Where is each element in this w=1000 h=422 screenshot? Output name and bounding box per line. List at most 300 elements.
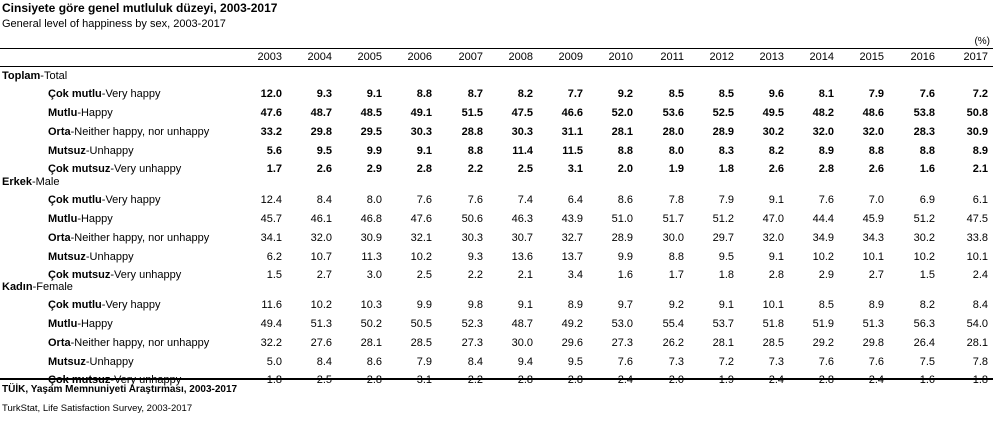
table-cell: 27.6 — [310, 337, 332, 349]
row-label-tr: Mutsuz — [48, 356, 86, 368]
table-cell: 2.9 — [366, 163, 382, 175]
table-cell: 9.8 — [467, 299, 483, 311]
table-cell: 34.1 — [260, 232, 282, 244]
table-cell: 2.6 — [316, 163, 332, 175]
group-label-tr: Toplam — [2, 70, 41, 82]
table-cell: 1.7 — [266, 163, 282, 175]
table-cell: 32.0 — [310, 232, 332, 244]
year-header: 2006 — [407, 51, 432, 63]
header-rule — [0, 66, 993, 67]
group-label-tr: Erkek — [2, 176, 32, 188]
table-cell: 11.3 — [361, 251, 382, 263]
table-cell: 7.8 — [668, 194, 684, 206]
year-header: 2014 — [809, 51, 834, 63]
table-cell: 11.4 — [512, 145, 533, 157]
table-cell: 7.6 — [467, 194, 483, 206]
table-cell: 2.2 — [467, 269, 483, 281]
row-label-en: -Happy — [77, 318, 113, 330]
table-cell: 7.9 — [868, 88, 884, 100]
table-cell: 8.6 — [366, 356, 382, 368]
table-cell: 1.5 — [919, 269, 935, 281]
table-cell: 50.8 — [966, 107, 988, 119]
table-cell: 7.2 — [972, 88, 988, 100]
group-label-en: -Female — [32, 281, 73, 293]
table-cell: 9.1 — [366, 88, 382, 100]
table-cell: 1.7 — [668, 269, 684, 281]
table-cell: 10.2 — [310, 299, 332, 311]
table-cell: 51.0 — [611, 213, 633, 225]
table-cell: 27.3 — [611, 337, 633, 349]
table-cell: 8.4 — [972, 299, 988, 311]
table-cell: 9.2 — [668, 299, 684, 311]
row-label-tr: Çok mutsuz — [48, 374, 111, 386]
table-cell: 7.3 — [768, 356, 784, 368]
table-cell: 29.8 — [310, 126, 332, 138]
row-label — [48, 269, 181, 281]
row-label-en: -Unhappy — [85, 251, 134, 263]
table-cell: 51.3 — [862, 318, 884, 330]
table-cell: 45.9 — [862, 213, 884, 225]
table-cell: 12.0 — [260, 88, 282, 100]
group-label-tr: Kadın — [2, 281, 33, 293]
source-en: TurkStat, Life Satisfaction Survey, 2003-2017 — [2, 403, 193, 414]
table-cell: 51.3 — [310, 318, 332, 330]
table-cell: 10.1 — [862, 251, 884, 263]
table-cell: 1.6 — [919, 163, 935, 175]
row-label-en: -Very happy — [101, 88, 161, 100]
year-header: 2007 — [458, 51, 483, 63]
table-cell: 8.9 — [567, 299, 583, 311]
table-cell: 30.3 — [410, 126, 432, 138]
table-cell: 2.2 — [467, 374, 483, 386]
table-cell: 2.4 — [768, 374, 784, 386]
table-cell: 7.8 — [972, 356, 988, 368]
unit-label: (%) — [974, 36, 990, 47]
table-cell: 2.9 — [818, 269, 834, 281]
row-label-en: -Unhappy — [85, 356, 134, 368]
table-cell: 29.8 — [862, 337, 884, 349]
row-label — [48, 356, 134, 368]
table-cell: 30.9 — [360, 232, 382, 244]
bottom-rule — [0, 378, 993, 380]
table-cell: 9.7 — [617, 299, 633, 311]
table-cell: 30.7 — [511, 232, 533, 244]
row-label-en: -Happy — [77, 107, 113, 119]
table-cell: 7.5 — [919, 356, 935, 368]
table-cell: 2.5 — [416, 269, 432, 281]
row-label-en: -Unhappy — [85, 145, 134, 157]
row-label — [48, 213, 113, 225]
table-cell: 8.9 — [868, 299, 884, 311]
table-cell: 1.9 — [668, 163, 684, 175]
table-cell: 8.7 — [467, 88, 483, 100]
table-cell: 46.6 — [561, 107, 583, 119]
table-cell: 10.2 — [913, 251, 935, 263]
table-cell: 8.5 — [718, 88, 734, 100]
table-cell: 32.0 — [812, 126, 834, 138]
table-cell: 10.2 — [410, 251, 432, 263]
row-label-tr: Mutsuz — [48, 251, 86, 263]
table-cell: 26.4 — [913, 337, 935, 349]
table-cell: 6.4 — [567, 194, 583, 206]
row-label-tr: Çok mutlu — [48, 299, 102, 311]
year-header: 2012 — [709, 51, 734, 63]
table-cell: 2.4 — [972, 269, 988, 281]
table-cell: 10.1 — [966, 251, 988, 263]
year-header: 2013 — [759, 51, 784, 63]
table-cell: 28.1 — [360, 337, 382, 349]
table-cell: 52.3 — [461, 318, 483, 330]
table-cell: 9.4 — [517, 356, 533, 368]
table-cell: 2.8 — [768, 269, 784, 281]
table-cell: 28.5 — [410, 337, 432, 349]
table-cell: 9.5 — [316, 145, 332, 157]
table-cell: 8.2 — [517, 88, 533, 100]
table-cell: 30.2 — [913, 232, 935, 244]
table-cell: 32.7 — [561, 232, 583, 244]
table-cell: 9.6 — [768, 88, 784, 100]
table-cell: 2.2 — [467, 163, 483, 175]
row-label-tr: Mutsuz — [48, 145, 86, 157]
table-cell: 2.8 — [366, 374, 382, 386]
table-cell: 30.2 — [762, 126, 784, 138]
table-cell: 8.9 — [972, 145, 988, 157]
table-cell: 48.2 — [812, 107, 834, 119]
table-cell: 51.8 — [762, 318, 784, 330]
table-cell: 32.2 — [260, 337, 282, 349]
table-cell: 5.0 — [266, 356, 282, 368]
table-cell: 12.4 — [260, 194, 282, 206]
row-label — [48, 163, 181, 175]
table-cell: 7.6 — [617, 356, 633, 368]
table-cell: 13.6 — [511, 251, 533, 263]
table-cell: 31.1 — [561, 126, 583, 138]
row-label-tr: Mutlu — [48, 213, 78, 225]
table-cell: 2.5 — [316, 374, 332, 386]
table-cell: 7.4 — [517, 194, 533, 206]
table-cell: 7.9 — [718, 194, 734, 206]
table-cell: 3.1 — [567, 163, 583, 175]
table-cell: 29.7 — [712, 232, 734, 244]
table-cell: 55.4 — [662, 318, 684, 330]
table-cell: 48.7 — [310, 107, 332, 119]
table-cell: 8.4 — [467, 356, 483, 368]
row-label-en: -Very unhappy — [110, 374, 182, 386]
table-cell: 7.6 — [818, 356, 834, 368]
table-cell: 2.8 — [416, 163, 432, 175]
group-label-en: -Male — [31, 176, 60, 188]
table-cell: 46.1 — [310, 213, 332, 225]
table-cell: 9.1 — [718, 299, 734, 311]
table-cell: 7.6 — [818, 194, 834, 206]
table-cell: 7.6 — [919, 88, 935, 100]
row-label-tr: Çok mutlu — [48, 194, 102, 206]
table-cell: 2.7 — [868, 269, 884, 281]
table-cell: 1.8 — [266, 374, 282, 386]
table-cell: 28.9 — [712, 126, 734, 138]
table-cell: 9.5 — [718, 251, 734, 263]
table-cell: 33.2 — [260, 126, 282, 138]
row-label — [48, 107, 113, 119]
year-header: 2016 — [910, 51, 935, 63]
table-cell: 2.4 — [868, 374, 884, 386]
table-cell: 45.7 — [260, 213, 282, 225]
table-cell: 44.4 — [812, 213, 834, 225]
table-cell: 7.3 — [668, 356, 684, 368]
table-cell: 28.5 — [762, 337, 784, 349]
table-cell: 8.8 — [467, 145, 483, 157]
table-cell: 33.8 — [966, 232, 988, 244]
table-cell: 3.1 — [416, 374, 432, 386]
row-label-tr: Orta — [48, 337, 71, 349]
table-cell: 9.9 — [366, 145, 382, 157]
table-cell: 2.1 — [517, 269, 533, 281]
table-cell: 3.0 — [366, 269, 382, 281]
table-cell: 1.6 — [617, 269, 633, 281]
year-header: 2004 — [307, 51, 332, 63]
table-cell: 9.2 — [617, 88, 633, 100]
table-cell: 1.8 — [718, 163, 734, 175]
table-cell: 32.0 — [862, 126, 884, 138]
table-cell: 11.6 — [261, 299, 282, 311]
year-header: 2008 — [508, 51, 533, 63]
table-cell: 43.9 — [561, 213, 583, 225]
table-cell: 32.0 — [762, 232, 784, 244]
row-label-en: -Very happy — [101, 194, 161, 206]
year-header: 2010 — [608, 51, 633, 63]
table-cell: 52.0 — [611, 107, 633, 119]
table-cell: 2.8 — [818, 163, 834, 175]
table-cell: 8.4 — [316, 356, 332, 368]
table-cell: 7.6 — [416, 194, 432, 206]
table-cell: 8.1 — [818, 88, 834, 100]
table-cell: 49.1 — [410, 107, 432, 119]
table-cell: 34.3 — [862, 232, 884, 244]
table-cell: 9.9 — [617, 251, 633, 263]
table-cell: 26.2 — [662, 337, 684, 349]
table-cell: 6.9 — [919, 194, 935, 206]
table-cell: 29.2 — [812, 337, 834, 349]
row-label-en: -Neither happy, nor unhappy — [70, 232, 210, 244]
table-cell: 2.7 — [316, 269, 332, 281]
table-cell: 8.3 — [718, 145, 734, 157]
table-cell: 9.1 — [517, 299, 533, 311]
table-cell: 8.5 — [818, 299, 834, 311]
table-cell: 2.1 — [972, 163, 988, 175]
year-header: 2003 — [257, 51, 282, 63]
table-cell: 1.8 — [718, 269, 734, 281]
table-cell: 1.9 — [718, 374, 734, 386]
table-cell: 49.4 — [260, 318, 282, 330]
row-label-en: -Happy — [77, 213, 113, 225]
row-label — [48, 251, 134, 263]
table-cell: 50.2 — [360, 318, 382, 330]
table-cell: 5.6 — [266, 145, 282, 157]
table-cell: 53.8 — [913, 107, 935, 119]
table-cell: 8.8 — [919, 145, 935, 157]
table-cell: 28.1 — [966, 337, 988, 349]
table-cell: 13.7 — [561, 251, 583, 263]
table-cell: 1.8 — [972, 374, 988, 386]
row-label-en: -Neither happy, nor unhappy — [70, 337, 210, 349]
table-cell: 54.0 — [966, 318, 988, 330]
year-header: 2017 — [963, 51, 988, 63]
table-cell: 8.0 — [366, 194, 382, 206]
table-cell: 8.2 — [768, 145, 784, 157]
year-header: 2011 — [660, 51, 684, 63]
table-cell: 28.3 — [913, 126, 935, 138]
top-rule — [0, 48, 993, 49]
table-cell: 2.8 — [818, 374, 834, 386]
table-cell: 47.5 — [966, 213, 988, 225]
table-cell: 8.9 — [818, 145, 834, 157]
table-cell: 2.5 — [517, 163, 533, 175]
table-cell: 8.8 — [617, 145, 633, 157]
table-cell: 47.6 — [260, 107, 282, 119]
row-label-en: -Very unhappy — [110, 269, 182, 281]
table-title: Cinsiyete göre genel mutluluk düzeyi, 2003-2017 — [2, 1, 278, 15]
group-label — [2, 70, 67, 82]
table-cell: 10.1 — [762, 299, 784, 311]
table-cell: 30.9 — [966, 126, 988, 138]
table-cell: 8.8 — [868, 145, 884, 157]
row-label — [48, 194, 160, 206]
table-cell: 2.8 — [567, 374, 583, 386]
table-cell: 10.7 — [310, 251, 332, 263]
table-cell: 1.6 — [919, 374, 935, 386]
table-cell: 47.5 — [511, 107, 533, 119]
table-cell: 30.0 — [662, 232, 684, 244]
table-cell: 32.1 — [410, 232, 432, 244]
table-cell: 47.0 — [762, 213, 784, 225]
table-cell: 8.4 — [316, 194, 332, 206]
table-cell: 6.2 — [266, 251, 282, 263]
table-cell: 8.0 — [668, 145, 684, 157]
table-cell: 9.1 — [768, 194, 784, 206]
row-label — [48, 318, 113, 330]
table-cell: 8.8 — [668, 251, 684, 263]
table-cell: 6.1 — [972, 194, 988, 206]
table-cell: 9.9 — [416, 299, 432, 311]
year-header: 2015 — [859, 51, 884, 63]
table-cell: 28.1 — [611, 126, 633, 138]
table-cell: 50.5 — [410, 318, 432, 330]
row-label-tr: Çok mutsuz — [48, 163, 111, 175]
table-cell: 27.3 — [461, 337, 483, 349]
table-cell: 53.7 — [712, 318, 734, 330]
table-cell: 48.7 — [511, 318, 533, 330]
row-label — [48, 337, 209, 349]
table-cell: 48.6 — [862, 107, 884, 119]
source-tr: TÜİK, Yaşam Memnuniyeti Araştırması, 2003-2017 — [2, 384, 238, 395]
table-cell: 2.0 — [617, 163, 633, 175]
table-cell: 7.7 — [567, 88, 583, 100]
table-cell: 9.5 — [567, 356, 583, 368]
table-cell: 28.9 — [611, 232, 633, 244]
table-cell: 53.0 — [611, 318, 633, 330]
row-label — [48, 126, 209, 138]
table-cell: 30.3 — [511, 126, 533, 138]
table-cell: 51.2 — [712, 213, 734, 225]
table-cell: 29.5 — [360, 126, 382, 138]
table-cell: 3.4 — [567, 269, 583, 281]
table-cell: 51.7 — [662, 213, 684, 225]
row-label-tr: Çok mutlu — [48, 88, 102, 100]
table-cell: 9.1 — [416, 145, 432, 157]
table-cell: 9.3 — [467, 251, 483, 263]
table-cell: 51.9 — [812, 318, 834, 330]
row-label-tr: Çok mutsuz — [48, 269, 111, 281]
table-cell: 46.3 — [511, 213, 533, 225]
row-label-en: -Very unhappy — [110, 163, 182, 175]
table-cell: 2.6 — [768, 163, 784, 175]
table-cell: 9.1 — [768, 251, 784, 263]
table-cell: 28.0 — [662, 126, 684, 138]
table-cell: 10.2 — [812, 251, 834, 263]
table-cell: 34.9 — [812, 232, 834, 244]
row-label-tr: Orta — [48, 126, 71, 138]
table-cell: 49.2 — [561, 318, 583, 330]
table-cell: 8.5 — [668, 88, 684, 100]
group-label — [2, 176, 60, 188]
table-cell: 7.0 — [868, 194, 884, 206]
row-label — [48, 232, 209, 244]
table-cell: 2.4 — [617, 374, 633, 386]
table-cell: 50.6 — [461, 213, 483, 225]
group-label-en: -Total — [40, 70, 68, 82]
group-label — [2, 281, 73, 293]
table-cell: 47.6 — [410, 213, 432, 225]
table-subtitle: General level of happiness by sex, 2003-2017 — [2, 18, 226, 30]
table-cell: 51.2 — [913, 213, 935, 225]
table-cell: 52.5 — [712, 107, 734, 119]
row-label-tr: Mutlu — [48, 318, 78, 330]
table-cell: 2.8 — [517, 374, 533, 386]
table-cell: 56.3 — [913, 318, 935, 330]
row-label — [48, 299, 160, 311]
table-cell: 53.6 — [662, 107, 684, 119]
table-cell: 48.5 — [360, 107, 382, 119]
row-label — [48, 88, 160, 100]
table-cell: 10.3 — [360, 299, 382, 311]
table-cell: 28.1 — [712, 337, 734, 349]
table-cell: 8.6 — [617, 194, 633, 206]
row-label-en: -Very happy — [101, 299, 161, 311]
table-cell: 29.6 — [561, 337, 583, 349]
table-cell: 51.5 — [461, 107, 483, 119]
table-cell: 9.3 — [316, 88, 332, 100]
row-label-en: -Neither happy, nor unhappy — [70, 126, 210, 138]
table-cell: 7.9 — [416, 356, 432, 368]
row-label-tr: Orta — [48, 232, 71, 244]
year-header: 2009 — [558, 51, 583, 63]
table-cell: 46.8 — [360, 213, 382, 225]
table-cell: 8.2 — [919, 299, 935, 311]
table-cell: 7.2 — [718, 356, 734, 368]
table-cell: 11.5 — [562, 145, 583, 157]
table-cell: 1.5 — [266, 269, 282, 281]
table-cell: 30.3 — [461, 232, 483, 244]
table-cell: 7.6 — [868, 356, 884, 368]
table-cell: 49.5 — [762, 107, 784, 119]
table-cell: 28.8 — [461, 126, 483, 138]
row-label-tr: Mutlu — [48, 107, 78, 119]
table-cell: 2.6 — [868, 163, 884, 175]
table-cell: 8.8 — [416, 88, 432, 100]
table-cell: 2.0 — [668, 374, 684, 386]
table-cell: 30.0 — [511, 337, 533, 349]
row-label — [48, 145, 134, 157]
